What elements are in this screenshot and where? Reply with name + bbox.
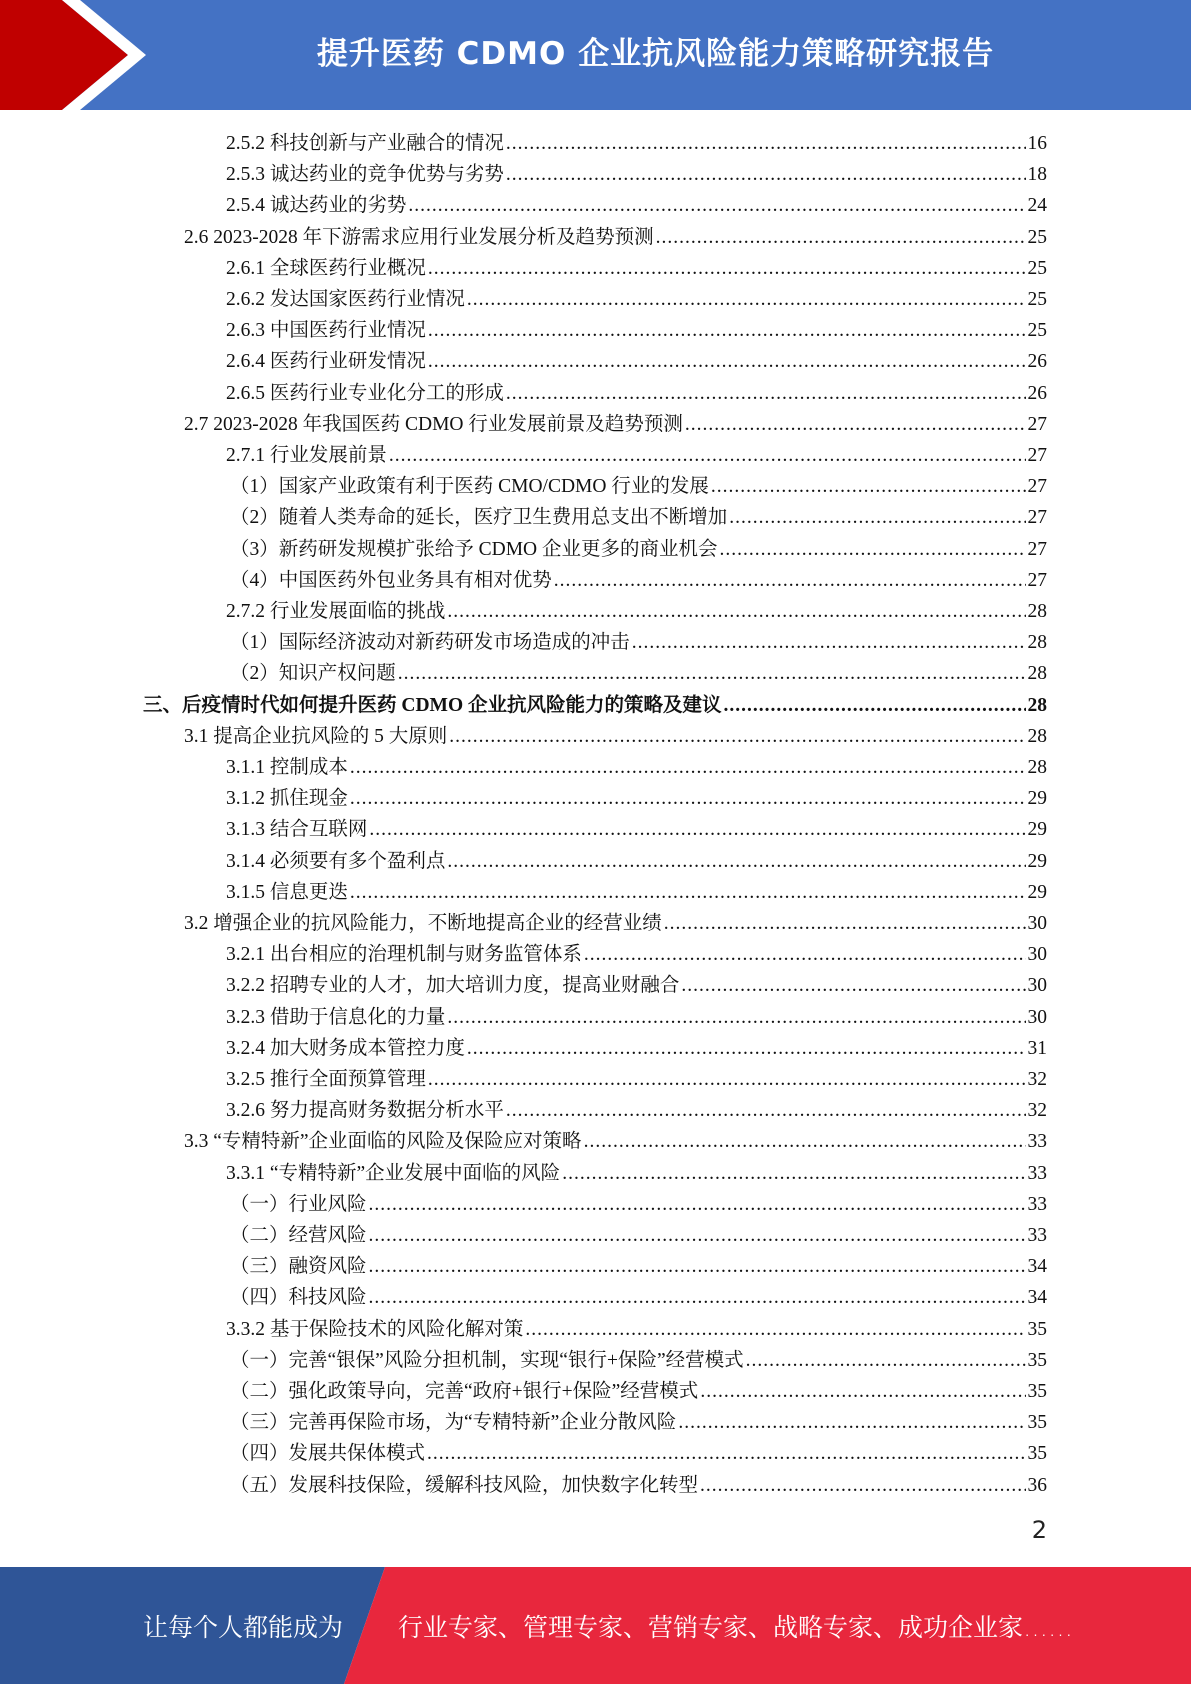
toc-entry[interactable] bbox=[184, 409, 1047, 440]
toc-entry-page: 35 bbox=[1027, 1349, 1047, 1371]
toc-entry-title: （3）新药研发规模扩张给予 CDMO 企业更多的商业机会 bbox=[230, 538, 718, 560]
toc-dot-leader bbox=[428, 315, 1026, 346]
toc-entry-page: 32 bbox=[1027, 1100, 1047, 1122]
toc-entry-title: （五）发展科技保险，缓解科技风险，加快数字化转型 bbox=[230, 1474, 699, 1496]
toc-dot-leader bbox=[428, 1064, 1026, 1095]
toc-entry-page: 27 bbox=[1027, 445, 1047, 466]
toc-entry[interactable] bbox=[184, 1126, 1047, 1157]
toc-entry[interactable] bbox=[226, 1033, 1047, 1064]
toc-dot-leader bbox=[428, 346, 1026, 377]
toc-entry-page: 28 bbox=[1027, 757, 1047, 778]
toc-entry[interactable] bbox=[230, 534, 1047, 565]
toc-dot-leader bbox=[389, 440, 1026, 471]
toc-entry-page: 26 bbox=[1027, 351, 1047, 373]
toc-dot-leader bbox=[369, 1282, 1026, 1313]
toc-dot-leader bbox=[632, 627, 1026, 658]
toc-entry[interactable] bbox=[184, 908, 1047, 939]
toc-dot-leader bbox=[720, 534, 1026, 565]
toc-dot-leader bbox=[700, 1470, 1025, 1501]
toc-entry[interactable] bbox=[230, 1470, 1047, 1501]
toc-entry[interactable] bbox=[226, 1095, 1047, 1126]
toc-dot-leader bbox=[711, 471, 1026, 502]
toc-entry-title: 2.6.5 医药行业专业化分工的形成 bbox=[226, 382, 504, 404]
toc-entry[interactable] bbox=[184, 222, 1047, 253]
toc-dot-leader bbox=[729, 502, 1025, 533]
toc-entry[interactable] bbox=[230, 1438, 1047, 1469]
toc-entry-page: 30 bbox=[1027, 1006, 1047, 1028]
toc-dot-leader bbox=[584, 1126, 1026, 1157]
toc-entry-page: 35 bbox=[1027, 1381, 1047, 1402]
page-header bbox=[0, 0, 1191, 110]
toc-entry-title: 2.6.1 全球医药行业概况 bbox=[226, 257, 426, 279]
toc-entry-page: 33 bbox=[1027, 1131, 1047, 1153]
toc-entry-title: 2.6.3 中国医药行业情况 bbox=[226, 320, 426, 342]
toc-entry-title: （一）行业风险 bbox=[230, 1193, 367, 1215]
toc-entry-page: 27 bbox=[1027, 569, 1047, 591]
toc-entry-page: 30 bbox=[1027, 944, 1047, 966]
toc-entry-page: 29 bbox=[1027, 850, 1047, 872]
toc-entry-page: 33 bbox=[1027, 1225, 1047, 1246]
toc-dot-leader bbox=[525, 1314, 1025, 1345]
toc-entry-page: 27 bbox=[1027, 476, 1047, 498]
toc-entry-page: 31 bbox=[1027, 1037, 1047, 1059]
toc-entry-page: 27 bbox=[1027, 538, 1047, 560]
toc-dot-leader bbox=[506, 159, 1026, 190]
toc-entry-title: 3.1.2 抓住现金 bbox=[226, 788, 348, 810]
toc-entry[interactable] bbox=[226, 190, 1047, 221]
toc-dot-leader bbox=[678, 1407, 1025, 1438]
toc-entry-title: 3.2.3 借助于信息化的力量 bbox=[226, 1006, 446, 1028]
toc-entry[interactable] bbox=[226, 284, 1047, 315]
toc-entry-title: 3.1.3 结合互联网 bbox=[226, 819, 368, 841]
toc-entry-title: 2.7.2 行业发展面临的挑战 bbox=[226, 601, 446, 622]
toc-entry-title: 2.6.4 医药行业研发情况 bbox=[226, 351, 426, 373]
toc-entry[interactable] bbox=[230, 1376, 1047, 1407]
toc-entry[interactable] bbox=[226, 939, 1047, 970]
toc-entry-page: 28 bbox=[1027, 725, 1047, 747]
toc-dot-leader bbox=[369, 1251, 1026, 1282]
toc-entry-page: 25 bbox=[1027, 289, 1047, 310]
page-footer bbox=[0, 1567, 1191, 1684]
page-number: 2 bbox=[1031, 1516, 1047, 1544]
toc-dot-leader bbox=[408, 190, 1025, 221]
toc-entry-title: （4）中国医药外包业务具有相对优势 bbox=[230, 569, 552, 591]
toc-entry-page: 26 bbox=[1027, 382, 1047, 404]
toc-entry-title: 2.7 2023-2028 年我国医药 CDMO 行业发展前景及趋势预测 bbox=[184, 413, 683, 435]
toc-entry[interactable] bbox=[226, 378, 1047, 409]
toc-entry[interactable] bbox=[230, 658, 1047, 689]
toc-entry-title: 3.1 提高企业抗风险的 5 大原则 bbox=[184, 725, 448, 747]
toc-entry-title: （二）经营风险 bbox=[230, 1225, 367, 1246]
toc-entry[interactable] bbox=[230, 627, 1047, 658]
toc-entry-title: 3.2.2 招聘专业的人才，加大培训力度，提高业财融合 bbox=[226, 975, 680, 997]
toc-dot-leader bbox=[369, 1189, 1026, 1220]
toc-entry-page: 30 bbox=[1027, 975, 1047, 997]
toc-dot-leader bbox=[428, 253, 1026, 284]
toc-dot-leader bbox=[506, 378, 1026, 409]
toc-dot-leader bbox=[656, 222, 1026, 253]
toc-entry[interactable] bbox=[230, 471, 1047, 502]
toc-entry-page: 27 bbox=[1027, 507, 1047, 529]
toc-dot-leader bbox=[427, 1438, 1025, 1469]
toc-entry-page: 33 bbox=[1027, 1193, 1047, 1215]
toc-entry-page: 18 bbox=[1027, 164, 1047, 186]
toc-dot-leader bbox=[467, 1033, 1026, 1064]
toc-entry-page: 30 bbox=[1027, 913, 1047, 934]
toc-entry[interactable] bbox=[230, 1345, 1047, 1376]
toc-dot-leader bbox=[681, 970, 1025, 1001]
toc-entry[interactable] bbox=[226, 814, 1047, 845]
toc-entry-title: 3.1.1 控制成本 bbox=[226, 757, 348, 778]
toc-entry-page: 36 bbox=[1027, 1474, 1047, 1496]
toc-entry[interactable] bbox=[226, 877, 1047, 908]
toc-entry-title: 3.2.1 出台相应的治理机制与财务监管体系 bbox=[226, 944, 582, 966]
toc-entry-title: （三）融资风险 bbox=[230, 1256, 367, 1278]
toc-entry-title: （2）知识产权问题 bbox=[230, 663, 396, 685]
toc-entry[interactable] bbox=[143, 690, 1047, 721]
toc-entry-page: 35 bbox=[1027, 1318, 1047, 1340]
toc-dot-leader bbox=[724, 690, 1026, 721]
toc-dot-leader bbox=[467, 284, 1026, 315]
toc-entry-title: 3.3.1 “专精特新”企业发展中面临的风险 bbox=[226, 1162, 561, 1184]
toc-entry[interactable] bbox=[226, 1314, 1047, 1345]
toc-entry[interactable] bbox=[230, 1407, 1047, 1438]
toc-entry-title: （二）强化政策导向，完善“政府+银行+保险”经营模式 bbox=[230, 1381, 699, 1402]
toc-entry-page: 25 bbox=[1027, 226, 1047, 248]
toc-dot-leader bbox=[562, 1158, 1025, 1189]
toc-entry[interactable] bbox=[230, 502, 1047, 533]
toc-entry-title: 3.2.4 加大财务成本管控力度 bbox=[226, 1037, 465, 1059]
toc-entry-title: （四）科技风险 bbox=[230, 1287, 367, 1309]
toc-dot-leader bbox=[447, 596, 1025, 627]
toc-entry[interactable] bbox=[230, 1220, 1047, 1251]
toc-entry[interactable] bbox=[226, 1002, 1047, 1033]
toc-dot-leader bbox=[447, 846, 1025, 877]
toc-entry[interactable] bbox=[226, 1064, 1047, 1095]
toc-entry[interactable] bbox=[226, 346, 1047, 377]
toc-entry[interactable] bbox=[226, 596, 1047, 627]
toc-entry-page: 33 bbox=[1027, 1162, 1047, 1184]
toc-dot-leader bbox=[369, 814, 1025, 845]
toc-dot-leader bbox=[584, 939, 1026, 970]
toc-entry[interactable] bbox=[226, 752, 1047, 783]
toc-entry-page: 28 bbox=[1027, 632, 1047, 654]
toc-entry-page: 16 bbox=[1027, 133, 1047, 154]
toc-entry-title: 3.1.5 信息更迭 bbox=[226, 881, 348, 903]
toc-entry-title: （四）发展共保体模式 bbox=[230, 1443, 426, 1465]
toc-entry-page: 29 bbox=[1027, 819, 1047, 841]
toc-entry[interactable] bbox=[230, 1282, 1047, 1313]
toc-dot-leader bbox=[447, 1002, 1025, 1033]
toc-entry-page: 35 bbox=[1027, 1443, 1047, 1465]
toc-entry-page: 34 bbox=[1027, 1256, 1047, 1278]
toc-entry-title: 3.2.6 努力提高财务数据分析水平 bbox=[226, 1100, 504, 1122]
toc-dot-leader bbox=[700, 1376, 1025, 1407]
toc-dot-leader bbox=[350, 752, 1026, 783]
toc-entry-title: 2.5.3 诚达药业的竞争优势与劣势 bbox=[226, 164, 504, 186]
toc-entry-title: 2.6 2023-2028 年下游需求应用行业发展分析及趋势预测 bbox=[184, 226, 654, 248]
toc-entry-title: （三）完善再保险市场，为“专精特新”企业分散风险 bbox=[230, 1412, 677, 1434]
toc-entry-title: 3.3 “专精特新”企业面临的风险及保险应对策略 bbox=[184, 1131, 582, 1153]
toc-entry-title: 2.6.2 发达国家医药行业情况 bbox=[226, 289, 465, 310]
toc-entry-page: 28 bbox=[1027, 694, 1047, 716]
toc-entry-page: 27 bbox=[1027, 413, 1047, 435]
toc-entry-title: 2.5.4 诚达药业的劣势 bbox=[226, 195, 407, 217]
toc-entry-page: 32 bbox=[1027, 1069, 1047, 1090]
toc-entry-title: （2）随着人类寿命的延长，医疗卫生费用总支出不断增加 bbox=[230, 507, 728, 529]
toc-entry-page: 29 bbox=[1027, 788, 1047, 810]
toc-entry-title: 3.2 增强企业的抗风险能力，不断地提高企业的经营业绩 bbox=[184, 913, 662, 934]
report-title: 提升医药 CDMO 企业抗风险能力策略研究报告 bbox=[316, 35, 995, 72]
toc-entry-title: （1）国际经济波动对新药研发市场造成的冲击 bbox=[230, 632, 630, 654]
toc-entry-page: 24 bbox=[1027, 195, 1047, 217]
toc-dot-leader bbox=[369, 1220, 1026, 1251]
toc-dot-leader bbox=[506, 128, 1026, 159]
toc-dot-leader bbox=[554, 565, 1026, 596]
toc-entry-page: 28 bbox=[1027, 663, 1047, 685]
toc-dot-leader bbox=[685, 409, 1026, 440]
toc-entry[interactable] bbox=[230, 1251, 1047, 1282]
footer-slogan-right: 行业专家、管理专家、营销专家、战略专家、成功企业家…… bbox=[398, 1612, 1074, 1642]
toc-entry-page: 28 bbox=[1027, 601, 1047, 622]
toc-entry-title: 3.3.2 基于保险技术的风险化解对策 bbox=[226, 1318, 524, 1340]
toc-entry-title: 2.7.1 行业发展前景 bbox=[226, 445, 387, 466]
toc-dot-leader bbox=[398, 658, 1026, 689]
toc-entry-page: 35 bbox=[1027, 1412, 1047, 1434]
footer-slogan-left: 让每个人都能成为 bbox=[143, 1612, 344, 1642]
toc-entry[interactable] bbox=[226, 440, 1047, 471]
toc-entry-page: 25 bbox=[1027, 257, 1047, 279]
toc-entry-title: （一）完善“银保”风险分担机制，实现“银行+保险”经营模式 bbox=[230, 1349, 744, 1371]
toc-entry[interactable] bbox=[230, 1189, 1047, 1220]
toc-dot-leader bbox=[664, 908, 1026, 939]
toc-dot-leader bbox=[350, 877, 1026, 908]
toc-entry[interactable] bbox=[184, 721, 1047, 752]
toc-entry-title: 2.5.2 科技创新与产业融合的情况 bbox=[226, 133, 504, 154]
toc-entry-title: （1）国家产业政策有利于医药 CMO/CDMO 行业的发展 bbox=[230, 476, 709, 498]
toc-entry[interactable] bbox=[226, 253, 1047, 284]
toc-dot-leader bbox=[350, 783, 1026, 814]
toc-entry[interactable] bbox=[226, 970, 1047, 1001]
toc-entry[interactable] bbox=[226, 159, 1047, 190]
toc-entry[interactable] bbox=[230, 565, 1047, 596]
toc-entry-title: 3.1.4 必须要有多个盈利点 bbox=[226, 850, 446, 872]
toc-dot-leader bbox=[746, 1345, 1026, 1376]
toc-entry[interactable] bbox=[226, 783, 1047, 814]
toc-entry-page: 29 bbox=[1027, 881, 1047, 903]
toc-entry[interactable] bbox=[226, 1158, 1047, 1189]
toc-entry[interactable] bbox=[226, 128, 1047, 159]
toc-dot-leader bbox=[506, 1095, 1026, 1126]
toc-entry-title: 3.2.5 推行全面预算管理 bbox=[226, 1069, 426, 1090]
toc-dot-leader bbox=[449, 721, 1025, 752]
toc-entry-title: 三、后疫情时代如何提升医药 CDMO 企业抗风险能力的策略及建议 bbox=[143, 694, 722, 716]
toc-entry[interactable] bbox=[226, 315, 1047, 346]
toc-entry[interactable] bbox=[226, 846, 1047, 877]
toc-entry-page: 34 bbox=[1027, 1287, 1047, 1309]
toc-entry-page: 25 bbox=[1027, 320, 1047, 342]
